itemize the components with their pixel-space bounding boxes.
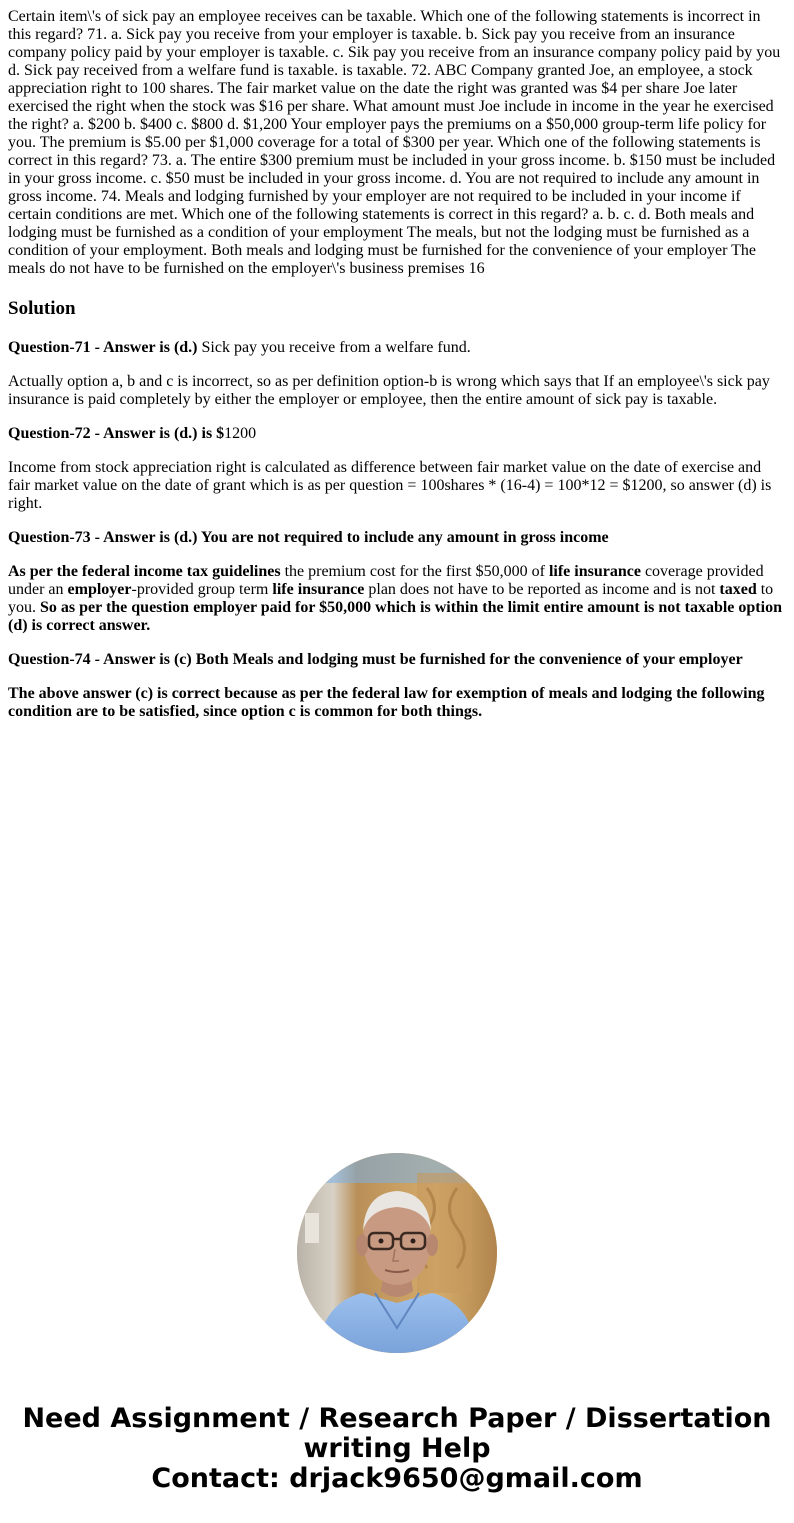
- solution-heading: Solution: [8, 298, 76, 319]
- explanation-text-segment: plan does not have to be reported as income and is not: [364, 581, 720, 598]
- explanation-bold-segment: As per the federal income tax guidelines: [8, 563, 281, 580]
- explanation-bold-segment: life insurance: [272, 581, 365, 598]
- answer-73-label: Question-73 - Answer is (d.) You are not required to include any amount in gross income: [8, 529, 609, 546]
- answer-74-explanation: [8, 685, 786, 721]
- answer-73: [8, 529, 786, 547]
- author-avatar: [297, 1153, 497, 1353]
- explanation-text-segment: coverage provided under an: [8, 563, 764, 598]
- answer-73-explanation: [8, 563, 786, 635]
- answer-72-label: Question-72 - Answer is (d.) is $: [8, 425, 225, 442]
- explanation-text-segment: the premium cost for the first $50,000 of: [280, 563, 549, 580]
- explanation-text-segment: -provided group term: [131, 581, 273, 598]
- explanation-bold-segment: employer: [67, 581, 132, 598]
- promo-line-2: writing Help: [303, 1433, 491, 1464]
- answer-71-text: Sick pay you receive from a welfare fund.: [197, 339, 471, 356]
- document-body: [8, 8, 786, 737]
- promo-banner: [0, 1404, 794, 1494]
- answer-72-text: 1200: [224, 425, 257, 442]
- promo-contact: Contact: drjack9650@gmail.com: [151, 1463, 643, 1494]
- explanation-bold-segment: taxed: [719, 581, 757, 598]
- answer-71-label: Question-71 - Answer is (d.): [8, 339, 198, 356]
- question-text: Certain item\'s of sick pay an employee receives can be taxable. Which one of the following statements is incorrect in this regard? 71. a. Sick pay you receive from your employer is taxable. b. Sick pay you receive from an insurance company policy paid by your employer is taxable. c. Sik pay you receive from an insurance company policy paid by you d. Sick pay received from a welfare fund is taxable. is taxable. 72. ABC Company granted Joe, an employee, a stock appreciation right to 100 shares. The fair market value on the date the right was granted was $4 per share Joe later exercised the right when the stock was $16 per share. What amount must Joe include in income in the year he exercised the right? a. $200 b. $400 c. $800 d. $1,200 Your employer pays the premiums on a $50,000 group-term life policy for you. The premium is $5.00 per $1,000 coverage for a total of $300 per year. Which one of the following statements is correct in this regard? 73. a. The entire $300 premium must be included in your gross income. b. $150 must be included in your gross income. c. $50 must be included in your gross income. d. You are not required to include any amount in gross income. 74. Meals and lodging furnished by your employer are not required to be included in your income if certain conditions are met. Which one of the following statements is correct in this regard? a. b. c. d. Both meals and lodging must be furnished as a condition of your employment The meals, but not the lodging must be furnished as a condition of your employment. Both meals and lodging must be furnished for the convenience of your employer The meals do not have to be furnished on the employer\'s business premises 16: [8, 8, 781, 277]
- answer-71: [8, 339, 786, 357]
- answer-74-explanation-text: The above answer (c) is correct because as per the federal law for exemption of meals and lodging the following condition are to be satisfied, since option c is common for both things.: [8, 685, 765, 720]
- promo-line-1: Need Assignment / Research Paper / Dissertation: [22, 1403, 772, 1434]
- answer-71-explanation: Actually option a, b and c is incorrect, so as per definition option-b is wrong which says that If an employee\'s sick pay insurance is paid completely by either the employer or employee, then the entire amount of sick pay is taxable.: [8, 373, 770, 408]
- answer-74-label: Question-74 - Answer is (c) Both Meals and lodging must be furnished for the convenience of your employer: [8, 651, 743, 668]
- explanation-text-segment: to you.: [8, 581, 774, 616]
- answer-72-explanation: Income from stock appreciation right is calculated as difference between fair market value on the date of exercise and fair market value on the date of grant which is as per question = 100shares * (16-4) = 100*12 = $1200, so answer (d) is right.: [8, 459, 772, 512]
- answer-74: [8, 651, 786, 669]
- explanation-bold-segment: life insurance: [548, 563, 641, 580]
- answer-72: [8, 425, 786, 443]
- author-photo-illustration: [297, 1153, 497, 1353]
- explanation-bold-segment: So as per the question employer paid for $50,000 which is within the limit entire amount is not taxable option (d) is correct answer.: [8, 599, 782, 634]
